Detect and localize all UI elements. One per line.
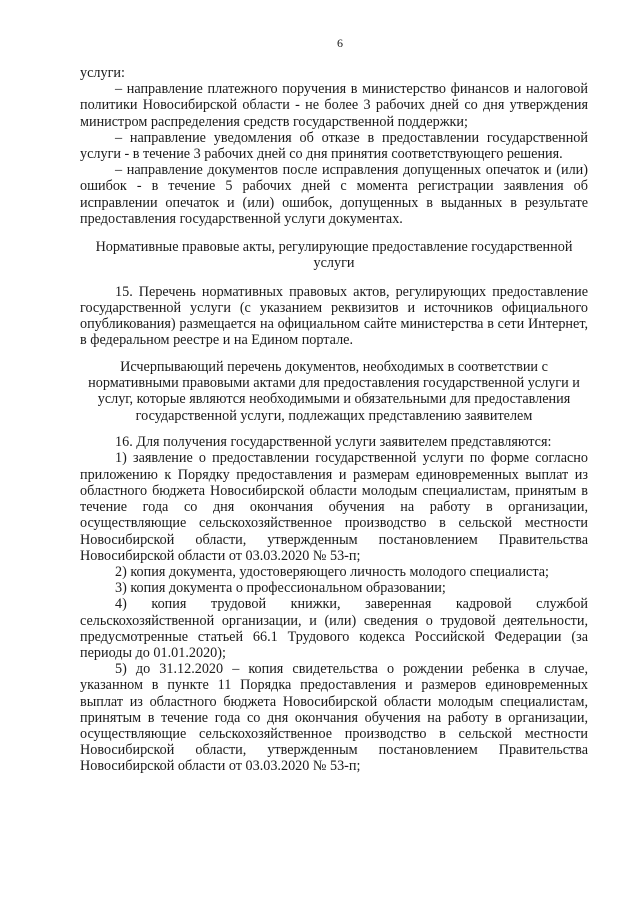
section-heading: Исчерпывающий перечень документов, необходимых в соответствии с нормативными правовыми актами для предоставления государственной услуги и услуг, которые являются необходимыми и обязательными для предоставления государственной услуги, подлежащих представлению заявителем xyxy=(88,358,580,424)
paragraph: 15. Перечень нормативных правовых актов, регулирующих предоставление государственной услуги (с указанием реквизитов и источников официального опубликования) размещается на официальном сайте министерства в сети Интернет, в федеральном реестре и на Едином портале. xyxy=(80,283,588,349)
page-number: 6 xyxy=(337,36,343,50)
paragraph: 16. Для получения государственной услуги заявителем представляются: xyxy=(115,434,552,451)
section-heading: Нормативные правовые акты, регулирующие предоставление государственной услуги xyxy=(95,239,573,272)
list-item: 1) заявление о предоставлении государственной услуги по форме согласно приложению к Порядку предоставления и размерам единовременных выплат из областного бюджета Новосибирской области молодым специалистам, принятым в течение года со дня окончания обучения на работу в организации, осуществляющие сельскохозяйственное производство в сельской местности Новосибирской области, утвержденным постановлением Правительства Новосибирской области от 03.03.2020 № 53-п; xyxy=(80,450,588,564)
list-item: 4) копия трудовой книжки, заверенная кадровой службой сельскохозяйственной организации, и (или) сведения о трудовой деятельности, предусмотренные статьей 66.1 Трудового кодекса Российской Федерации (за периоды до 01.01.2020); xyxy=(80,596,588,661)
list-item: 5) до 31.12.2020 – копия свидетельства о рождении ребенка в случае, указанном в пункте 11 Порядка предоставления и размеров единовременных выплат из областного бюджета Новосибирской области молодым специалистам, принятым в течение года со дня окончания обучения на работу в организации, осуществляющие сельскохозяйственное производство в сельской местности Новосибирской области, утвержденным постановлением Правительства Новосибирской области от 03.03.2020 № 53-п; xyxy=(80,661,588,775)
paragraph: – направление документов после исправления допущенных опечаток и (или) ошибок - в течение 5 рабочих дней с момента регистрации заявления об исправлении опечаток и (или) ошибок, допущенных в выданных в результате предоставления государственной услуги документах. xyxy=(80,162,588,227)
list-item: 2) копия документа, удостоверяющего личность молодого специалиста; xyxy=(115,563,549,580)
paragraph: услуги: xyxy=(80,65,125,81)
list-item: 3) копия документа о профессиональном образовании; xyxy=(115,580,446,597)
paragraph: – направление уведомления об отказе в предоставлении государственной услуги - в течение 3 рабочих дней со дня принятия соответствующего решения. xyxy=(80,129,588,163)
paragraph: – направление платежного поручения в министерство финансов и налоговой политики Новосибирской области - не более 3 рабочих дней со дня утверждения министром распределения средств государственной поддержки; xyxy=(80,81,588,130)
